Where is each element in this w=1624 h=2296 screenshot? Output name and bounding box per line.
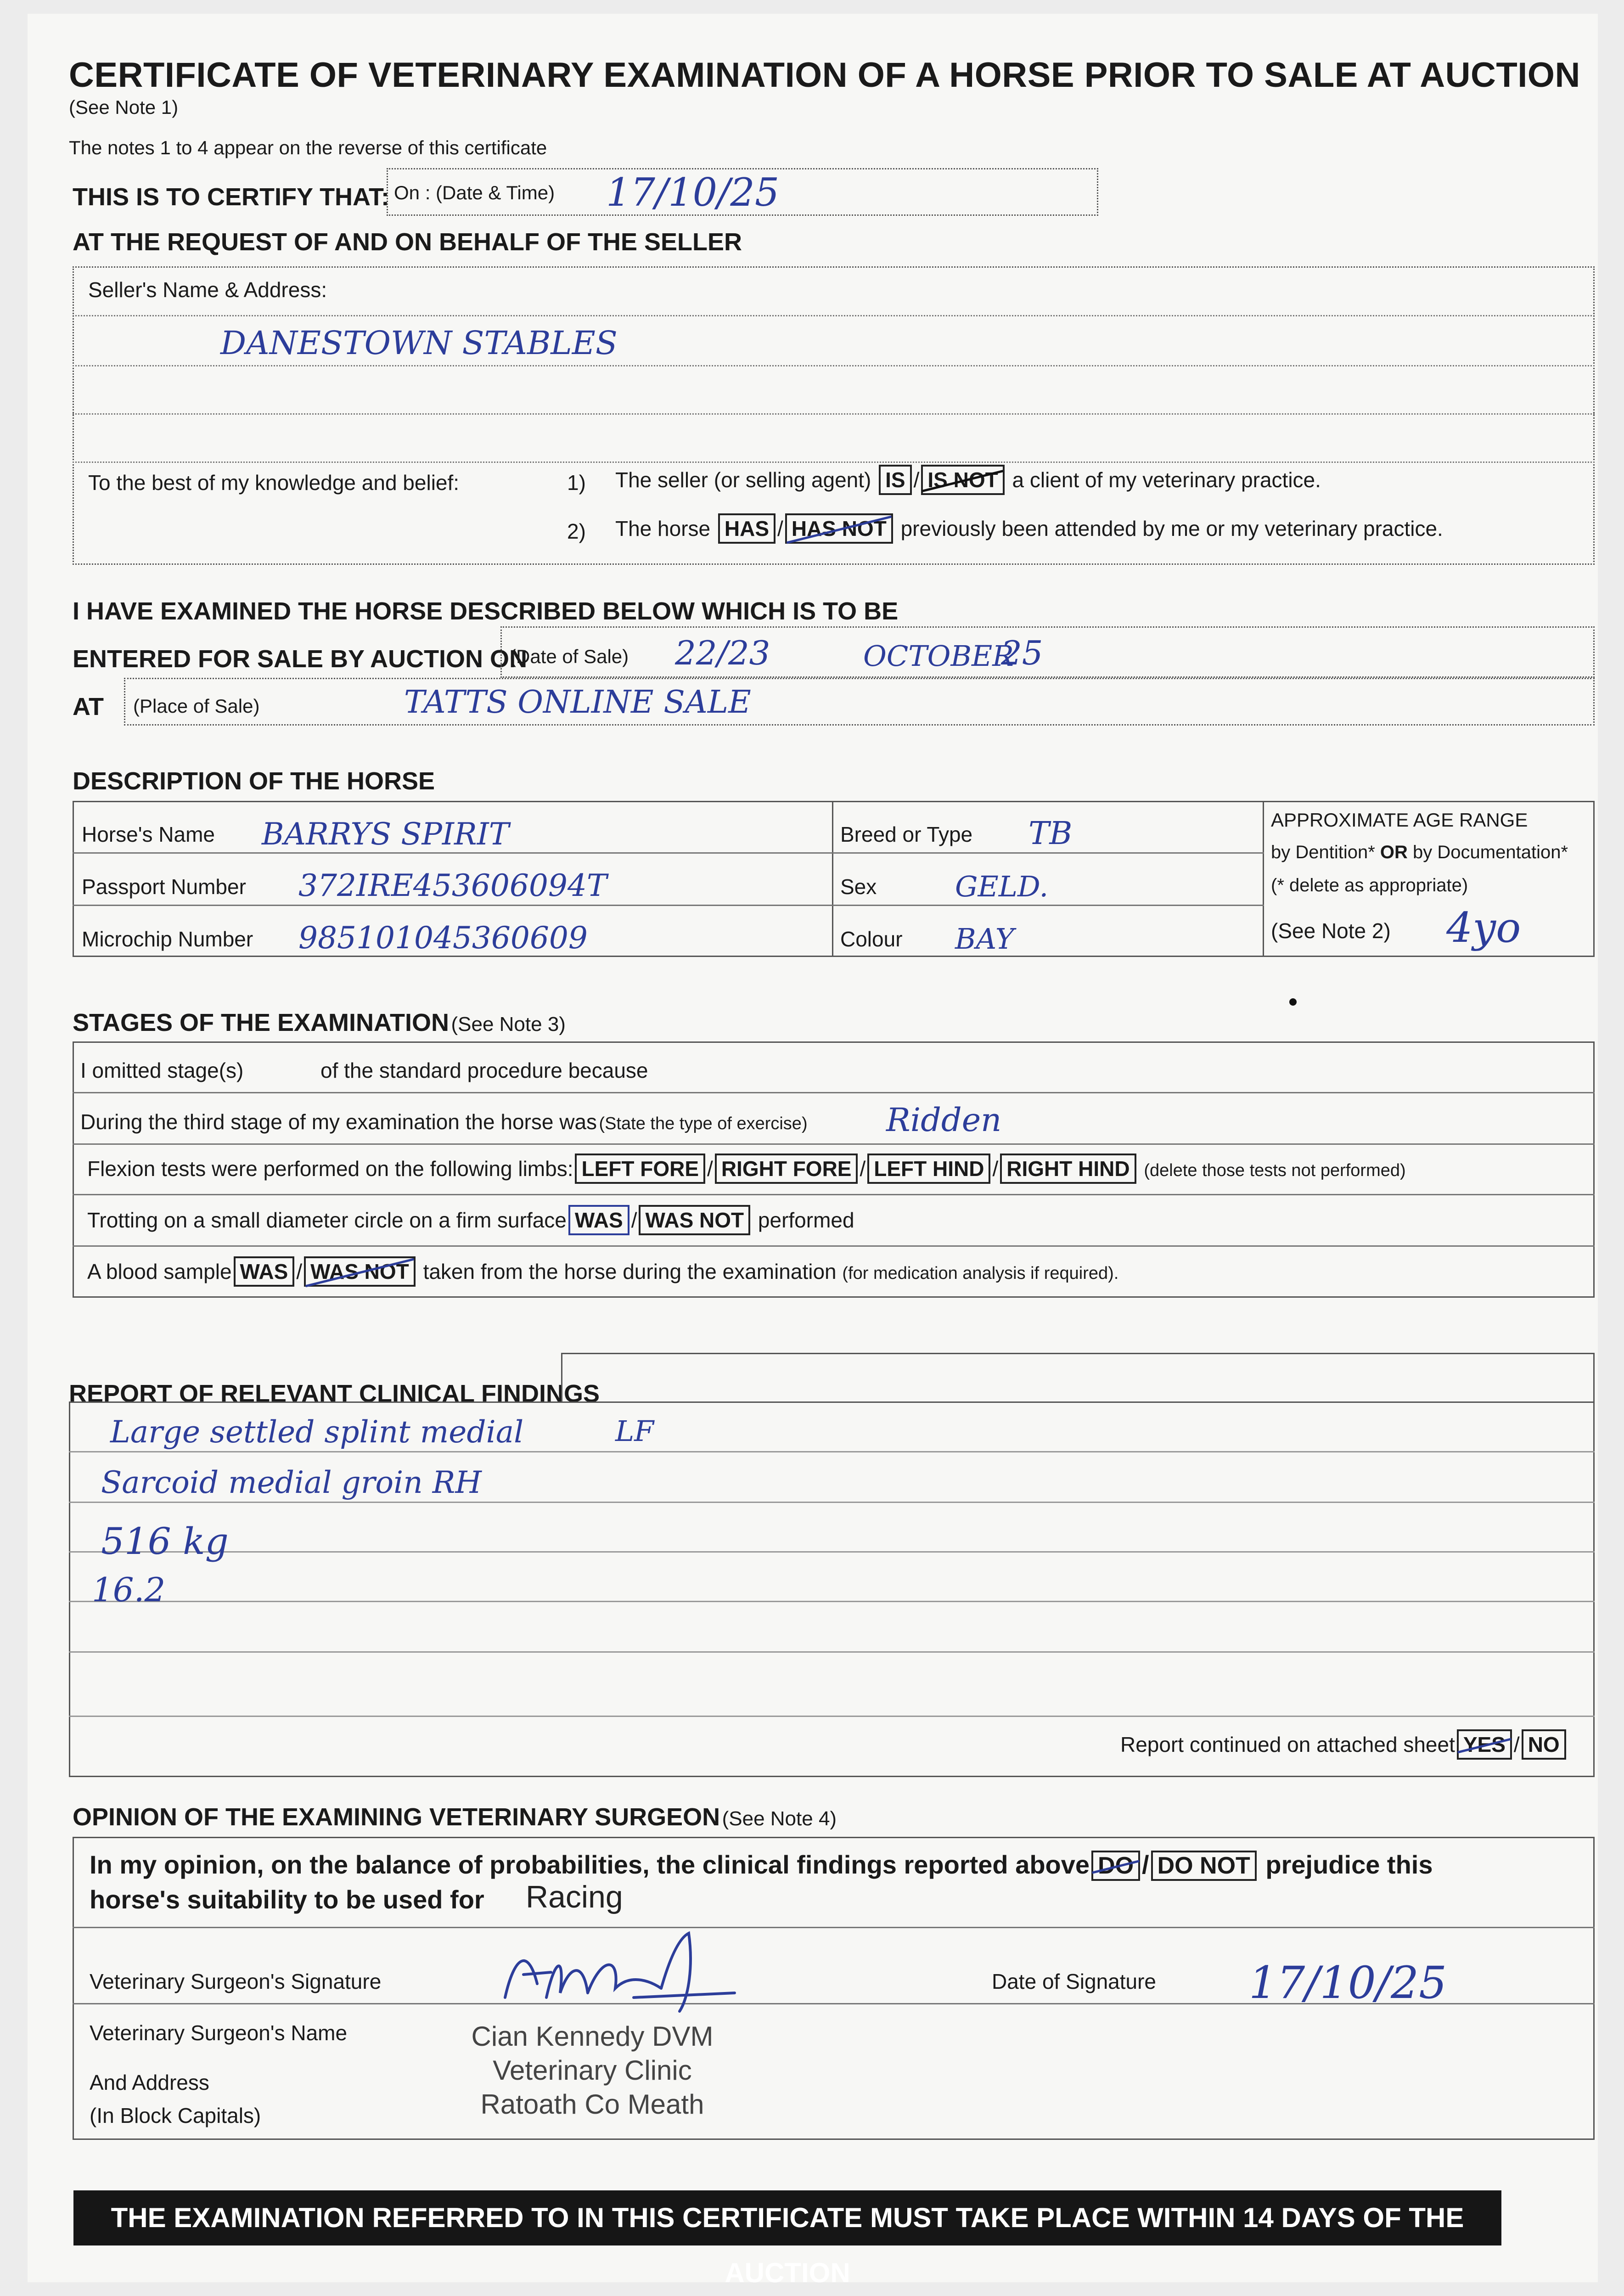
finding-line-1-extra: LF: [615, 1414, 654, 1448]
blood-pre: A blood sample: [87, 1260, 232, 1283]
passport-label: Passport Number: [82, 875, 246, 899]
age-heading: APPROXIMATE AGE RANGE: [1271, 809, 1528, 831]
opinion-text-c: horse's suitability to be used for: [90, 1885, 484, 1914]
signature-label: Veterinary Surgeon's Signature: [90, 1970, 382, 1993]
age-or: OR: [1380, 842, 1408, 862]
at-label: AT: [73, 693, 104, 720]
third-stage-label: During the third stage of my examination the horse was: [80, 1110, 597, 1134]
date-time-label: On : (Date & Time): [394, 182, 555, 203]
omitted-b: of the standard procedure because: [320, 1058, 648, 1082]
horse-name-label: Horse's Name: [82, 822, 215, 846]
finding-line-4: 16.2: [92, 1570, 166, 1609]
item1-row: The seller (or selling agent) IS / IS NOT a client of my veterinary practice.: [615, 465, 1321, 495]
trot-was-option[interactable]: WAS: [568, 1205, 629, 1235]
trot-was-not-option[interactable]: WAS NOT: [639, 1205, 750, 1235]
belief-label: To the best of my knowledge and belief:: [88, 471, 460, 495]
vet-signature: [496, 1929, 753, 2016]
age-delete-note: (* delete as appropriate): [1271, 875, 1468, 895]
place-of-sale-value: TATTS ONLINE SALE: [404, 684, 751, 720]
horse-has-option[interactable]: HAS: [718, 513, 775, 544]
limb-right-fore[interactable]: RIGHT FORE: [715, 1154, 858, 1184]
stages-note: (See Note 3): [451, 1013, 566, 1035]
continued-label: Report continued on attached sheet: [1120, 1733, 1455, 1756]
date-of-sale-field[interactable]: [500, 626, 1595, 678]
microchip-label: Microchip Number: [82, 927, 253, 951]
seller-is-option[interactable]: IS: [879, 465, 911, 495]
opinion-text-a: In my opinion, on the balance of probabilities, the clinical findings reported above: [90, 1850, 1090, 1879]
item1-pre: The seller (or selling agent): [615, 468, 871, 492]
horse-name-value[interactable]: BARRYS SPIRIT: [262, 816, 509, 852]
opinion-text-row: In my opinion, on the balance of probabilities, the clinical findings reported above DO / DO NOT prejudice this: [90, 1850, 1433, 1881]
trot-pre: Trotting on a small diameter circle on a firm surface: [87, 1208, 567, 1232]
description-heading: DESCRIPTION OF THE HORSE: [73, 767, 435, 795]
breed-label: Breed or Type: [840, 822, 973, 846]
opinion-text-b: prejudice this: [1265, 1850, 1433, 1879]
continued-yes-option[interactable]: YES: [1457, 1729, 1512, 1760]
item2-pre: The horse: [615, 517, 711, 540]
opinion-note: (See Note 4): [722, 1807, 837, 1830]
findings-heading-box: [561, 1353, 1595, 1402]
date-of-sale-month: OCTOBER: [863, 639, 1014, 673]
horse-has-not-option[interactable]: HAS NOT: [785, 513, 893, 544]
date-of-sale-label: (Date of Sale): [510, 646, 629, 667]
date-of-sale-value: 22/23: [675, 634, 770, 672]
item2-row: The horse HAS / HAS NOT previously been attended by me or my veterinary practice.: [615, 513, 1443, 544]
stages-heading: STAGES OF THE EXAMINATION: [73, 1009, 450, 1036]
vet-address: Ratoath Co Meath: [480, 2089, 704, 2120]
limb-left-fore[interactable]: LEFT FORE: [575, 1154, 705, 1184]
place-of-sale-label: (Place of Sale): [133, 695, 260, 717]
passport-value[interactable]: 372IRE453606094T: [298, 868, 607, 903]
block-capitals-label: (In Block Capitals): [90, 2104, 261, 2127]
seller-label: Seller's Name & Address:: [88, 278, 327, 302]
sex-label: Sex: [840, 875, 877, 899]
opinion-heading-row: [73, 1803, 837, 1831]
opinion-do-option[interactable]: DO: [1091, 1851, 1140, 1881]
trot-post: performed: [758, 1208, 854, 1232]
finding-line-3: 516 kg: [101, 1520, 229, 1563]
flexion-row: Flexion tests were performed on the following limbs: LEFT FORE / RIGHT FORE / LEFT HIND / RIGHT HIND (delete those tests not performed): [87, 1154, 1406, 1184]
blood-was-not-option[interactable]: WAS NOT: [304, 1256, 416, 1287]
date-signature-label: Date of Signature: [992, 1970, 1157, 1993]
item1-post: a client of my veterinary practice.: [1012, 468, 1321, 492]
vet-clinic: Veterinary Clinic: [493, 2055, 692, 2086]
finding-line-2: Sarcoid medial groin RH: [101, 1465, 482, 1500]
flexion-note: (delete those tests not performed): [1144, 1161, 1406, 1180]
date-signature-value[interactable]: 17/10/25: [1249, 1957, 1447, 2009]
continued-row: Report continued on attached sheet YES / NO: [1120, 1729, 1568, 1760]
see-note-1: (See Note 1): [69, 96, 179, 118]
colour-label: Colour: [840, 927, 903, 951]
blood-was-option[interactable]: WAS: [234, 1256, 295, 1287]
third-stage-row: [80, 1109, 808, 1134]
blood-post: taken from the horse during the examination: [423, 1260, 837, 1283]
vet-name-label: Veterinary Surgeon's Name: [90, 2021, 348, 2045]
date-of-sale-year: 25: [1001, 634, 1043, 672]
seller-value[interactable]: DANESTOWN STABLES: [220, 324, 618, 362]
microchip-value[interactable]: 985101045360609: [298, 920, 588, 956]
opinion-use-value[interactable]: Racing: [526, 1880, 623, 1914]
age-by-row: [1271, 842, 1568, 863]
seller-is-not-option[interactable]: IS NOT: [921, 465, 1004, 495]
stages-heading-row: [73, 1008, 566, 1037]
breed-value[interactable]: TB: [1028, 816, 1073, 852]
limb-left-hind[interactable]: LEFT HIND: [867, 1154, 990, 1184]
findings-heading: REPORT OF RELEVANT CLINICAL FINDINGS: [69, 1380, 600, 1407]
omitted-a: I omitted stage(s): [80, 1058, 244, 1082]
continued-no-option[interactable]: NO: [1522, 1729, 1566, 1760]
opinion-do-not-option[interactable]: DO NOT: [1151, 1851, 1257, 1881]
certify-label: THIS IS TO CERTIFY THAT:: [73, 183, 390, 211]
sale-line1: I HAVE EXAMINED THE HORSE DESCRIBED BELOW WHICH IS TO BE: [73, 597, 899, 625]
opinion-heading: OPINION OF THE EXAMINING VETERINARY SURGEON: [73, 1803, 720, 1831]
finding-line-1: Large settled splint medial: [110, 1414, 524, 1450]
vet-name: Cian Kennedy DVM: [471, 2021, 714, 2052]
trot-row: Trotting on a small diameter circle on a firm surface WAS / WAS NOT performed: [87, 1205, 854, 1235]
vet-stamp: [432, 2020, 753, 2122]
age-see-note: (See Note 2): [1271, 919, 1391, 943]
item1-num: 1): [567, 471, 586, 495]
request-line: AT THE REQUEST OF AND ON BEHALF OF THE SELLER: [73, 228, 742, 256]
colour-value[interactable]: BAY: [955, 922, 1014, 956]
limb-right-hind[interactable]: RIGHT HIND: [1000, 1154, 1136, 1184]
age-value[interactable]: 4yo: [1446, 904, 1521, 952]
findings-box[interactable]: [69, 1401, 1595, 1777]
blood-row: A blood sample WAS / WAS NOT taken from the horse during the examination (for medication analysis if required).: [87, 1256, 1118, 1287]
certificate-title: CERTIFICATE OF VETERINARY EXAMINATION OF A HORSE PRIOR TO SALE AT AUCTION: [69, 56, 1580, 95]
third-stage-value[interactable]: Ridden: [886, 1101, 1002, 1139]
place-of-sale-field[interactable]: [124, 678, 1595, 726]
age-by-dentition[interactable]: by Dentition*: [1271, 842, 1375, 862]
sex-value[interactable]: GELD.: [955, 870, 1049, 903]
age-by-documentation[interactable]: by Documentation*: [1413, 842, 1568, 862]
date-time-value: 17/10/25: [606, 170, 780, 215]
item2-post: previously been attended by me or my veterinary practice.: [900, 517, 1443, 540]
vet-address-label: And Address: [90, 2071, 209, 2094]
sale-line2: ENTERED FOR SALE BY AUCTION ON: [73, 645, 528, 673]
third-stage-note: (State the type of exercise): [599, 1114, 808, 1133]
blood-note: (for medication analysis if required).: [842, 1264, 1119, 1283]
flexion-label: Flexion tests were performed on the following limbs:: [87, 1157, 573, 1181]
ink-dot: [1289, 998, 1297, 1006]
notes-line: The notes 1 to 4 appear on the reverse of this certificate: [69, 137, 547, 158]
footer-banner: THE EXAMINATION REFERRED TO IN THIS CERTIFICATE MUST TAKE PLACE WITHIN 14 DAYS OF THE AUCTION: [73, 2190, 1501, 2245]
item2-num: 2): [567, 519, 586, 543]
